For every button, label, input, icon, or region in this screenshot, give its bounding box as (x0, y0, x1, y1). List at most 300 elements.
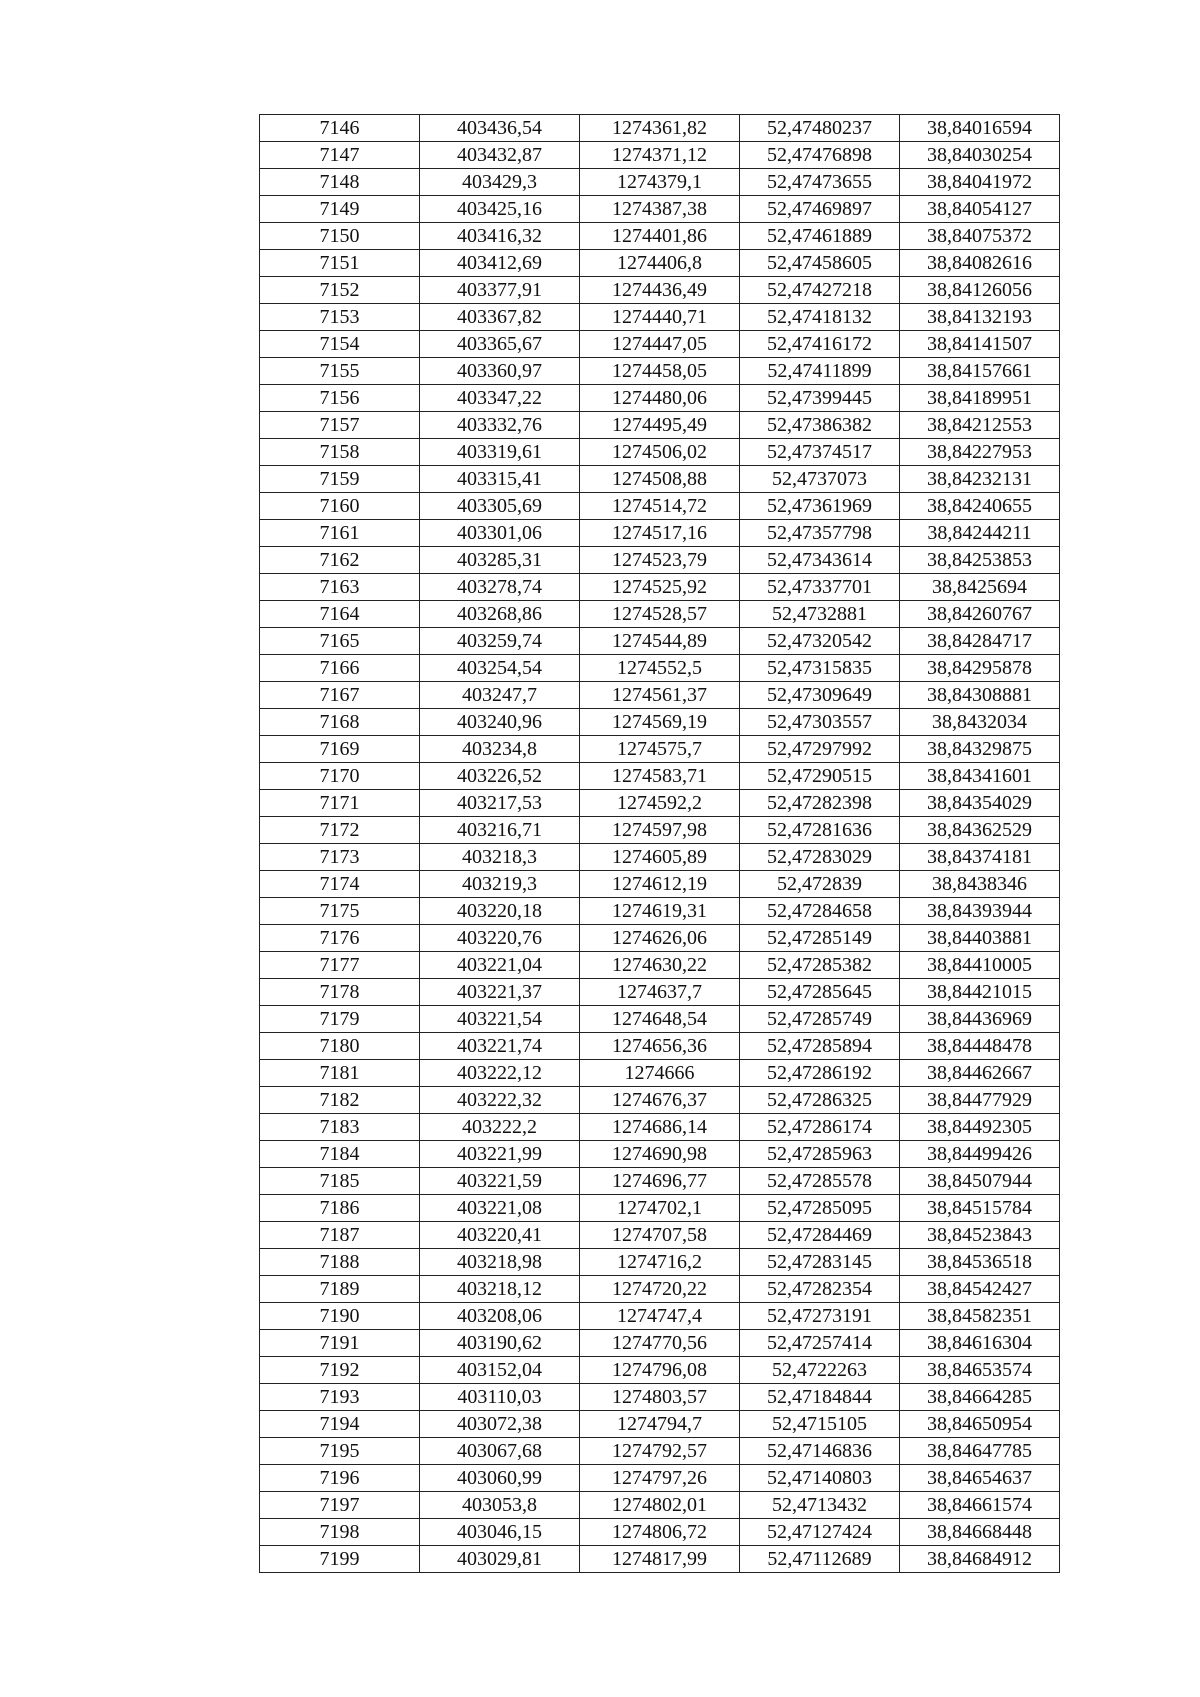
longitude-cell: 38,84654637 (900, 1465, 1060, 1492)
table-row (260, 1033, 1060, 1060)
x-coordinate-cell: 403240,96 (420, 709, 580, 736)
x-coordinate-cell: 403029,81 (420, 1546, 580, 1573)
x-coordinate-cell: 403432,87 (420, 142, 580, 169)
longitude-cell: 38,84016594 (900, 115, 1060, 142)
point-number-cell: 7197 (260, 1492, 420, 1519)
longitude-cell: 38,84189951 (900, 385, 1060, 412)
longitude-cell: 38,84354029 (900, 790, 1060, 817)
point-number-cell: 7193 (260, 1384, 420, 1411)
longitude-cell: 38,84260767 (900, 601, 1060, 628)
y-coordinate-cell: 1274720,22 (580, 1276, 740, 1303)
point-number-cell: 7148 (260, 169, 420, 196)
x-coordinate-cell: 403221,08 (420, 1195, 580, 1222)
table-row (260, 304, 1060, 331)
point-number-cell: 7187 (260, 1222, 420, 1249)
latitude-cell: 52,47285149 (740, 925, 900, 952)
point-number-cell: 7151 (260, 250, 420, 277)
point-number-cell: 7163 (260, 574, 420, 601)
latitude-cell: 52,47399445 (740, 385, 900, 412)
y-coordinate-cell: 1274528,57 (580, 601, 740, 628)
latitude-cell: 52,47283145 (740, 1249, 900, 1276)
x-coordinate-cell: 403247,7 (420, 682, 580, 709)
x-coordinate-cell: 403216,71 (420, 817, 580, 844)
point-number-cell: 7149 (260, 196, 420, 223)
longitude-cell: 38,84448478 (900, 1033, 1060, 1060)
x-coordinate-cell: 403425,16 (420, 196, 580, 223)
latitude-cell: 52,4713432 (740, 1492, 900, 1519)
point-number-cell: 7150 (260, 223, 420, 250)
latitude-cell: 52,47476898 (740, 142, 900, 169)
x-coordinate-cell: 403347,22 (420, 385, 580, 412)
table-row (260, 466, 1060, 493)
point-number-cell: 7199 (260, 1546, 420, 1573)
longitude-cell: 38,84362529 (900, 817, 1060, 844)
y-coordinate-cell: 1274802,01 (580, 1492, 740, 1519)
longitude-cell: 38,84212553 (900, 412, 1060, 439)
point-number-cell: 7160 (260, 493, 420, 520)
y-coordinate-cell: 1274508,88 (580, 466, 740, 493)
x-coordinate-cell: 403268,86 (420, 601, 580, 628)
y-coordinate-cell: 1274525,92 (580, 574, 740, 601)
point-number-cell: 7153 (260, 304, 420, 331)
latitude-cell: 52,4715105 (740, 1411, 900, 1438)
table-row (260, 493, 1060, 520)
longitude-cell: 38,84661574 (900, 1492, 1060, 1519)
longitude-cell: 38,84295878 (900, 655, 1060, 682)
x-coordinate-cell: 403305,69 (420, 493, 580, 520)
x-coordinate-cell: 403222,12 (420, 1060, 580, 1087)
table-row (260, 1141, 1060, 1168)
table-row (260, 763, 1060, 790)
point-number-cell: 7188 (260, 1249, 420, 1276)
table-row (260, 1519, 1060, 1546)
latitude-cell: 52,47285963 (740, 1141, 900, 1168)
latitude-cell: 52,47284469 (740, 1222, 900, 1249)
y-coordinate-cell: 1274803,57 (580, 1384, 740, 1411)
latitude-cell: 52,47418132 (740, 304, 900, 331)
x-coordinate-cell: 403218,98 (420, 1249, 580, 1276)
table-row (260, 142, 1060, 169)
table-row (260, 1384, 1060, 1411)
point-number-cell: 7176 (260, 925, 420, 952)
y-coordinate-cell: 1274387,38 (580, 196, 740, 223)
longitude-cell: 38,84499426 (900, 1141, 1060, 1168)
y-coordinate-cell: 1274612,19 (580, 871, 740, 898)
latitude-cell: 52,47357798 (740, 520, 900, 547)
x-coordinate-cell: 403429,3 (420, 169, 580, 196)
point-number-cell: 7183 (260, 1114, 420, 1141)
y-coordinate-cell: 1274796,08 (580, 1357, 740, 1384)
point-number-cell: 7155 (260, 358, 420, 385)
table-row (260, 1060, 1060, 1087)
point-number-cell: 7178 (260, 979, 420, 1006)
point-number-cell: 7164 (260, 601, 420, 628)
latitude-cell: 52,47257414 (740, 1330, 900, 1357)
latitude-cell: 52,47480237 (740, 115, 900, 142)
longitude-cell: 38,84515784 (900, 1195, 1060, 1222)
x-coordinate-cell: 403219,3 (420, 871, 580, 898)
y-coordinate-cell: 1274806,72 (580, 1519, 740, 1546)
y-coordinate-cell: 1274597,98 (580, 817, 740, 844)
longitude-cell: 38,84075372 (900, 223, 1060, 250)
longitude-cell: 38,84653574 (900, 1357, 1060, 1384)
latitude-cell: 52,47283029 (740, 844, 900, 871)
x-coordinate-cell: 403285,31 (420, 547, 580, 574)
table-row (260, 1546, 1060, 1573)
latitude-cell: 52,47309649 (740, 682, 900, 709)
y-coordinate-cell: 1274792,57 (580, 1438, 740, 1465)
x-coordinate-cell: 403226,52 (420, 763, 580, 790)
latitude-cell: 52,47411899 (740, 358, 900, 385)
y-coordinate-cell: 1274770,56 (580, 1330, 740, 1357)
table-row (260, 574, 1060, 601)
point-number-cell: 7177 (260, 952, 420, 979)
latitude-cell: 52,47303557 (740, 709, 900, 736)
x-coordinate-cell: 403301,06 (420, 520, 580, 547)
latitude-cell: 52,47473655 (740, 169, 900, 196)
latitude-cell: 52,47469897 (740, 196, 900, 223)
latitude-cell: 52,47343614 (740, 547, 900, 574)
x-coordinate-cell: 403046,15 (420, 1519, 580, 1546)
latitude-cell: 52,47286174 (740, 1114, 900, 1141)
x-coordinate-cell: 403220,76 (420, 925, 580, 952)
y-coordinate-cell: 1274626,06 (580, 925, 740, 952)
y-coordinate-cell: 1274569,19 (580, 709, 740, 736)
y-coordinate-cell: 1274794,7 (580, 1411, 740, 1438)
y-coordinate-cell: 1274666 (580, 1060, 740, 1087)
latitude-cell: 52,47461889 (740, 223, 900, 250)
y-coordinate-cell: 1274605,89 (580, 844, 740, 871)
longitude-cell: 38,84492305 (900, 1114, 1060, 1141)
table-row (260, 817, 1060, 844)
y-coordinate-cell: 1274716,2 (580, 1249, 740, 1276)
longitude-cell: 38,84141507 (900, 331, 1060, 358)
x-coordinate-cell: 403072,38 (420, 1411, 580, 1438)
x-coordinate-cell: 403222,2 (420, 1114, 580, 1141)
latitude-cell: 52,47286192 (740, 1060, 900, 1087)
point-number-cell: 7191 (260, 1330, 420, 1357)
longitude-cell: 38,84374181 (900, 844, 1060, 871)
longitude-cell: 38,84616304 (900, 1330, 1060, 1357)
longitude-cell: 38,84403881 (900, 925, 1060, 952)
latitude-cell: 52,47140803 (740, 1465, 900, 1492)
latitude-cell: 52,47285382 (740, 952, 900, 979)
latitude-cell: 52,4732881 (740, 601, 900, 628)
longitude-cell: 38,84227953 (900, 439, 1060, 466)
x-coordinate-cell: 403053,8 (420, 1492, 580, 1519)
y-coordinate-cell: 1274406,8 (580, 250, 740, 277)
table-row (260, 1438, 1060, 1465)
y-coordinate-cell: 1274517,16 (580, 520, 740, 547)
point-number-cell: 7190 (260, 1303, 420, 1330)
x-coordinate-cell: 403218,12 (420, 1276, 580, 1303)
table-row (260, 331, 1060, 358)
longitude-cell: 38,8438346 (900, 871, 1060, 898)
y-coordinate-cell: 1274637,7 (580, 979, 740, 1006)
table-row (260, 1168, 1060, 1195)
y-coordinate-cell: 1274523,79 (580, 547, 740, 574)
latitude-cell: 52,47282398 (740, 790, 900, 817)
point-number-cell: 7186 (260, 1195, 420, 1222)
latitude-cell: 52,47374517 (740, 439, 900, 466)
y-coordinate-cell: 1274592,2 (580, 790, 740, 817)
point-number-cell: 7147 (260, 142, 420, 169)
latitude-cell: 52,47297992 (740, 736, 900, 763)
latitude-cell: 52,47286325 (740, 1087, 900, 1114)
x-coordinate-cell: 403221,99 (420, 1141, 580, 1168)
x-coordinate-cell: 403208,06 (420, 1303, 580, 1330)
longitude-cell: 38,84668448 (900, 1519, 1060, 1546)
table-row (260, 709, 1060, 736)
point-number-cell: 7180 (260, 1033, 420, 1060)
y-coordinate-cell: 1274747,4 (580, 1303, 740, 1330)
y-coordinate-cell: 1274480,06 (580, 385, 740, 412)
latitude-cell: 52,47112689 (740, 1546, 900, 1573)
y-coordinate-cell: 1274676,37 (580, 1087, 740, 1114)
y-coordinate-cell: 1274583,71 (580, 763, 740, 790)
longitude-cell: 38,84341601 (900, 763, 1060, 790)
latitude-cell: 52,47285578 (740, 1168, 900, 1195)
latitude-cell: 52,47290515 (740, 763, 900, 790)
longitude-cell: 38,84410005 (900, 952, 1060, 979)
latitude-cell: 52,47146836 (740, 1438, 900, 1465)
y-coordinate-cell: 1274371,12 (580, 142, 740, 169)
latitude-cell: 52,4722263 (740, 1357, 900, 1384)
longitude-cell: 38,84232131 (900, 466, 1060, 493)
y-coordinate-cell: 1274575,7 (580, 736, 740, 763)
latitude-cell: 52,47285749 (740, 1006, 900, 1033)
table-row (260, 1465, 1060, 1492)
table-row (260, 1249, 1060, 1276)
y-coordinate-cell: 1274630,22 (580, 952, 740, 979)
table-row (260, 412, 1060, 439)
y-coordinate-cell: 1274552,5 (580, 655, 740, 682)
longitude-cell: 38,84244211 (900, 520, 1060, 547)
x-coordinate-cell: 403221,54 (420, 1006, 580, 1033)
longitude-cell: 38,84523843 (900, 1222, 1060, 1249)
x-coordinate-cell: 403365,67 (420, 331, 580, 358)
longitude-cell: 38,84393944 (900, 898, 1060, 925)
table-row (260, 601, 1060, 628)
point-number-cell: 7167 (260, 682, 420, 709)
table-row (260, 547, 1060, 574)
latitude-cell: 52,47285095 (740, 1195, 900, 1222)
x-coordinate-cell: 403221,04 (420, 952, 580, 979)
x-coordinate-cell: 403377,91 (420, 277, 580, 304)
table-row (260, 115, 1060, 142)
x-coordinate-cell: 403278,74 (420, 574, 580, 601)
longitude-cell: 38,84421015 (900, 979, 1060, 1006)
y-coordinate-cell: 1274690,98 (580, 1141, 740, 1168)
table-row (260, 844, 1060, 871)
point-number-cell: 7173 (260, 844, 420, 871)
table-row (260, 1303, 1060, 1330)
y-coordinate-cell: 1274447,05 (580, 331, 740, 358)
x-coordinate-cell: 403110,03 (420, 1384, 580, 1411)
longitude-cell: 38,84308881 (900, 682, 1060, 709)
table-row (260, 1330, 1060, 1357)
point-number-cell: 7172 (260, 817, 420, 844)
point-number-cell: 7166 (260, 655, 420, 682)
longitude-cell: 38,84284717 (900, 628, 1060, 655)
point-number-cell: 7162 (260, 547, 420, 574)
x-coordinate-cell: 403416,32 (420, 223, 580, 250)
y-coordinate-cell: 1274495,49 (580, 412, 740, 439)
longitude-cell: 38,84157661 (900, 358, 1060, 385)
latitude-cell: 52,47184844 (740, 1384, 900, 1411)
y-coordinate-cell: 1274361,82 (580, 115, 740, 142)
longitude-cell: 38,84647785 (900, 1438, 1060, 1465)
point-number-cell: 7170 (260, 763, 420, 790)
y-coordinate-cell: 1274506,02 (580, 439, 740, 466)
table-row (260, 223, 1060, 250)
table-row (260, 1492, 1060, 1519)
point-number-cell: 7168 (260, 709, 420, 736)
point-number-cell: 7189 (260, 1276, 420, 1303)
y-coordinate-cell: 1274619,31 (580, 898, 740, 925)
y-coordinate-cell: 1274707,58 (580, 1222, 740, 1249)
y-coordinate-cell: 1274458,05 (580, 358, 740, 385)
y-coordinate-cell: 1274379,1 (580, 169, 740, 196)
x-coordinate-cell: 403259,74 (420, 628, 580, 655)
latitude-cell: 52,47285894 (740, 1033, 900, 1060)
x-coordinate-cell: 403218,3 (420, 844, 580, 871)
point-number-cell: 7195 (260, 1438, 420, 1465)
x-coordinate-cell: 403222,32 (420, 1087, 580, 1114)
point-number-cell: 7158 (260, 439, 420, 466)
point-number-cell: 7161 (260, 520, 420, 547)
y-coordinate-cell: 1274817,99 (580, 1546, 740, 1573)
longitude-cell: 38,84582351 (900, 1303, 1060, 1330)
table-row (260, 1114, 1060, 1141)
x-coordinate-cell: 403221,37 (420, 979, 580, 1006)
longitude-cell: 38,84462667 (900, 1060, 1060, 1087)
longitude-cell: 38,84054127 (900, 196, 1060, 223)
x-coordinate-cell: 403254,54 (420, 655, 580, 682)
point-number-cell: 7146 (260, 115, 420, 142)
latitude-cell: 52,47127424 (740, 1519, 900, 1546)
y-coordinate-cell: 1274702,1 (580, 1195, 740, 1222)
x-coordinate-cell: 403367,82 (420, 304, 580, 331)
latitude-cell: 52,47284658 (740, 898, 900, 925)
y-coordinate-cell: 1274401,86 (580, 223, 740, 250)
point-number-cell: 7152 (260, 277, 420, 304)
point-number-cell: 7159 (260, 466, 420, 493)
table-row (260, 1006, 1060, 1033)
point-number-cell: 7198 (260, 1519, 420, 1546)
y-coordinate-cell: 1274514,72 (580, 493, 740, 520)
longitude-cell: 38,84650954 (900, 1411, 1060, 1438)
point-number-cell: 7165 (260, 628, 420, 655)
longitude-cell: 38,8432034 (900, 709, 1060, 736)
y-coordinate-cell: 1274561,37 (580, 682, 740, 709)
longitude-cell: 38,8425694 (900, 574, 1060, 601)
point-number-cell: 7154 (260, 331, 420, 358)
y-coordinate-cell: 1274797,26 (580, 1465, 740, 1492)
table-row (260, 520, 1060, 547)
table-row (260, 250, 1060, 277)
longitude-cell: 38,84126056 (900, 277, 1060, 304)
point-number-cell: 7194 (260, 1411, 420, 1438)
x-coordinate-cell: 403332,76 (420, 412, 580, 439)
latitude-cell: 52,47361969 (740, 493, 900, 520)
table-row (260, 952, 1060, 979)
x-coordinate-cell: 403315,41 (420, 466, 580, 493)
y-coordinate-cell: 1274436,49 (580, 277, 740, 304)
coordinates-table (259, 114, 1060, 1573)
point-number-cell: 7174 (260, 871, 420, 898)
point-number-cell: 7184 (260, 1141, 420, 1168)
longitude-cell: 38,84664285 (900, 1384, 1060, 1411)
longitude-cell: 38,84132193 (900, 304, 1060, 331)
table-row (260, 1087, 1060, 1114)
x-coordinate-cell: 403060,99 (420, 1465, 580, 1492)
x-coordinate-cell: 403360,97 (420, 358, 580, 385)
latitude-cell: 52,47320542 (740, 628, 900, 655)
longitude-cell: 38,84436969 (900, 1006, 1060, 1033)
x-coordinate-cell: 403152,04 (420, 1357, 580, 1384)
latitude-cell: 52,47282354 (740, 1276, 900, 1303)
table-row (260, 439, 1060, 466)
table-row (260, 628, 1060, 655)
latitude-cell: 52,472839 (740, 871, 900, 898)
table-row (260, 169, 1060, 196)
longitude-cell: 38,84030254 (900, 142, 1060, 169)
point-number-cell: 7171 (260, 790, 420, 817)
latitude-cell: 52,47281636 (740, 817, 900, 844)
table-row (260, 1222, 1060, 1249)
longitude-cell: 38,84507944 (900, 1168, 1060, 1195)
table-row (260, 1357, 1060, 1384)
latitude-cell: 52,47416172 (740, 331, 900, 358)
table-row (260, 682, 1060, 709)
longitude-cell: 38,84684912 (900, 1546, 1060, 1573)
longitude-cell: 38,84329875 (900, 736, 1060, 763)
table-row (260, 196, 1060, 223)
table-row (260, 1195, 1060, 1222)
point-number-cell: 7169 (260, 736, 420, 763)
longitude-cell: 38,84536518 (900, 1249, 1060, 1276)
x-coordinate-cell: 403412,69 (420, 250, 580, 277)
point-number-cell: 7181 (260, 1060, 420, 1087)
x-coordinate-cell: 403221,59 (420, 1168, 580, 1195)
latitude-cell: 52,47285645 (740, 979, 900, 1006)
x-coordinate-cell: 403220,41 (420, 1222, 580, 1249)
point-number-cell: 7179 (260, 1006, 420, 1033)
latitude-cell: 52,47458605 (740, 250, 900, 277)
x-coordinate-cell: 403067,68 (420, 1438, 580, 1465)
latitude-cell: 52,47315835 (740, 655, 900, 682)
table-row (260, 979, 1060, 1006)
point-number-cell: 7196 (260, 1465, 420, 1492)
x-coordinate-cell: 403436,54 (420, 115, 580, 142)
latitude-cell: 52,47273191 (740, 1303, 900, 1330)
x-coordinate-cell: 403234,8 (420, 736, 580, 763)
x-coordinate-cell: 403221,74 (420, 1033, 580, 1060)
table-row (260, 385, 1060, 412)
latitude-cell: 52,4737073 (740, 466, 900, 493)
table-row (260, 358, 1060, 385)
x-coordinate-cell: 403220,18 (420, 898, 580, 925)
longitude-cell: 38,84542427 (900, 1276, 1060, 1303)
longitude-cell: 38,84253853 (900, 547, 1060, 574)
latitude-cell: 52,47427218 (740, 277, 900, 304)
table-row (260, 1276, 1060, 1303)
y-coordinate-cell: 1274440,71 (580, 304, 740, 331)
table-row (260, 655, 1060, 682)
coordinates-table-body (260, 115, 1060, 1573)
y-coordinate-cell: 1274686,14 (580, 1114, 740, 1141)
